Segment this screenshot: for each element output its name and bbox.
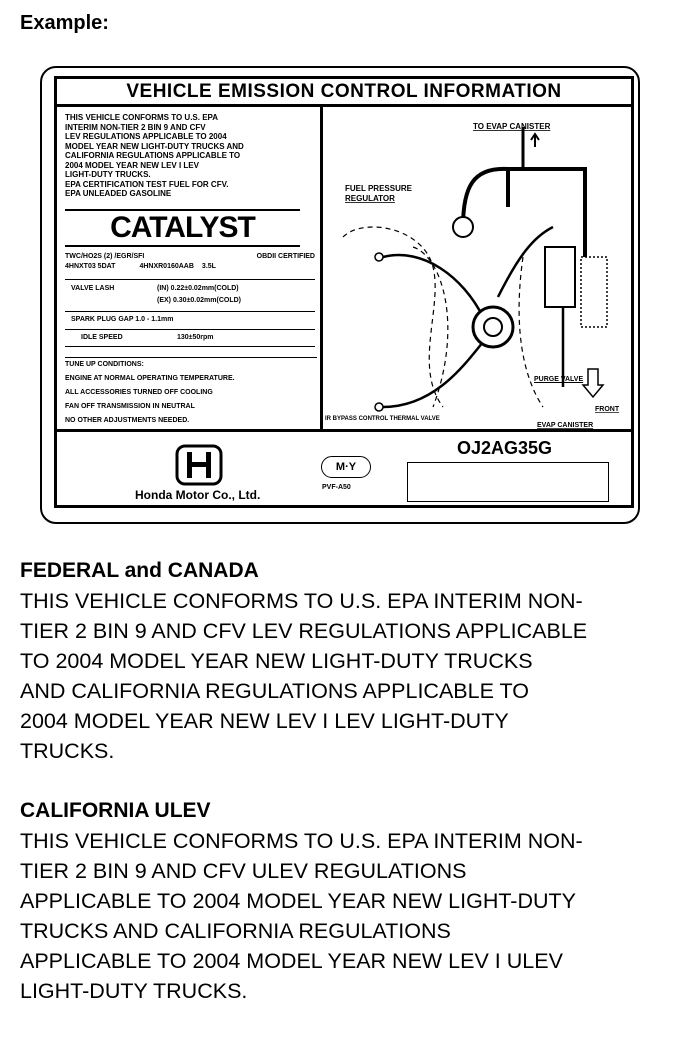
spec-header-row <box>65 253 315 260</box>
idle-speed-label: IDLE SPEED <box>81 334 123 341</box>
model-year-badge: M·Y <box>321 456 371 478</box>
front-label: FRONT <box>595 406 620 413</box>
tune-line: ENGINE AT NORMAL OPERATING TEMPERATURE. <box>65 375 235 382</box>
bypass-valve-label: IR BYPASS CONTROL THERMAL VALVE <box>325 416 440 422</box>
tune-line: FAN OFF TRANSMISSION IN NEUTRAL <box>65 403 195 410</box>
vacuum-hose-diagram <box>323 107 631 429</box>
label-left-panel <box>57 107 323 429</box>
federal-section <box>20 556 680 766</box>
label-title: VEHICLE EMISSION CONTROL INFORMATION <box>57 79 631 107</box>
valve-lash-box <box>65 279 315 309</box>
hose-main <box>463 169 508 227</box>
section-line: TIER 2 BIN 9 AND CFV LEV REGULATIONS APPLICABLE <box>20 619 588 643</box>
emission-label <box>54 76 634 508</box>
valve-lash-label: VALVE LASH <box>71 285 115 292</box>
catalyst-heading: CATALYST <box>65 209 300 247</box>
blank-box <box>407 462 609 502</box>
section-line: AND CALIFORNIA REGULATIONS APPLICABLE TO <box>20 679 529 703</box>
engine-outline-right <box>519 257 543 407</box>
california-section <box>20 796 680 1006</box>
section-title: FEDERAL and CANADA <box>20 559 259 582</box>
section-line: LIGHT-DUTY TRUCKS. <box>20 979 248 1003</box>
engine-outline-left <box>343 227 443 407</box>
regulator-label: REGULATOR <box>345 194 395 203</box>
example-heading: Example: <box>20 12 109 34</box>
hose-left-lower <box>383 342 483 407</box>
valve-lash-in: (IN) 0.22±0.02mm(COLD) <box>157 285 239 292</box>
section-line: TRUCKS AND CALIFORNIA REGULATIONS <box>20 919 451 943</box>
valve-lash-ex: (EX) 0.30±0.02mm(COLD) <box>157 297 241 304</box>
conforms-text: THIS VEHICLE CONFORMS TO U.S. EPA INTERIM NON-TIER 2 BIN 9 AND CFV LEV REGULATIONS APPLICABLE TO 2004 MODEL YEAR NEW LIGHT-DUTY TRUCKS AND CALIFORNIA REGULATIONS APPLICABLE TO 2004 MODEL YEAR NEW LEV I LEV LIGHT-DUTY TRUCKS. EPA CERTIFICATION TEST FUEL FOR CFV. EPA UNLEADED GASOLINE <box>65 113 244 198</box>
pvf-code: PVF-A50 <box>322 484 351 491</box>
tune-line: TUNE UP CONDITIONS: <box>65 361 144 368</box>
section-line: APPLICABLE TO 2004 MODEL YEAR NEW LEV I ULEV <box>20 949 563 973</box>
manufacturer-name: Honda Motor Co., Ltd. <box>135 488 261 502</box>
hose-canister <box>508 169 585 257</box>
spec-header-b: OBDII CERTIFIED <box>256 253 315 260</box>
spec-header-a: TWC/HO2S (2) /EGR/SFI <box>65 253 145 260</box>
vacuum-diagram-panel <box>323 107 631 429</box>
tune-line: ALL ACCESSORIES TURNED OFF COOLING <box>65 389 213 396</box>
idle-speed-value: 130±50rpm <box>177 334 214 341</box>
arrow-up-icon <box>531 134 539 147</box>
engine-displacement: 3.5L <box>201 263 216 270</box>
canister-shape <box>581 257 607 327</box>
section-line: APPLICABLE TO 2004 MODEL YEAR NEW LIGHT-DUTY <box>20 889 576 913</box>
section-line: 2004 MODEL YEAR NEW LEV I LEV LIGHT-DUTY <box>20 709 509 733</box>
engine-code-b: 4HNXR0160AAB <box>139 263 194 270</box>
label-code: OJ2AG35G <box>457 438 553 458</box>
section-line: THIS VEHICLE CONFORMS TO U.S. EPA INTERIM NON- <box>20 589 583 613</box>
hose-left-upper <box>383 255 483 317</box>
spark-plug-box <box>65 311 315 327</box>
to-evap-label: TO EVAP CANISTER <box>473 122 551 131</box>
engine-code-a: 4HNXT03 5DAT <box>65 263 116 270</box>
purge-valve-label: PURGE VALVE <box>534 376 584 383</box>
tune-line: NO OTHER ADJUSTMENTS NEEDED. <box>65 417 190 424</box>
engine-code-row <box>65 263 315 270</box>
section-line: TIER 2 BIN 9 AND CFV ULEV REGULATIONS <box>20 859 467 883</box>
section-line: TO 2004 MODEL YEAR NEW LIGHT-DUTY TRUCKS <box>20 649 533 673</box>
idle-speed-box <box>65 329 315 347</box>
fuel-pressure-regulator-shape <box>453 217 473 237</box>
evap-canister-label: EVAP CANISTER <box>537 422 594 429</box>
honda-logo-icon <box>175 444 223 486</box>
section-title: CALIFORNIA ULEV <box>20 799 211 822</box>
tune-up-conditions <box>65 357 317 428</box>
front-arrow-icon <box>583 369 603 397</box>
label-bottom-row <box>57 429 631 508</box>
purge-valve-shape <box>545 247 575 307</box>
spark-plug-gap: SPARK PLUG GAP 1.0 - 1.1mm <box>71 316 174 323</box>
section-line: THIS VEHICLE CONFORMS TO U.S. EPA INTERIM NON- <box>20 829 583 853</box>
section-line: TRUCKS. <box>20 739 115 763</box>
fuel-pressure-label: FUEL PRESSURE <box>345 184 412 193</box>
